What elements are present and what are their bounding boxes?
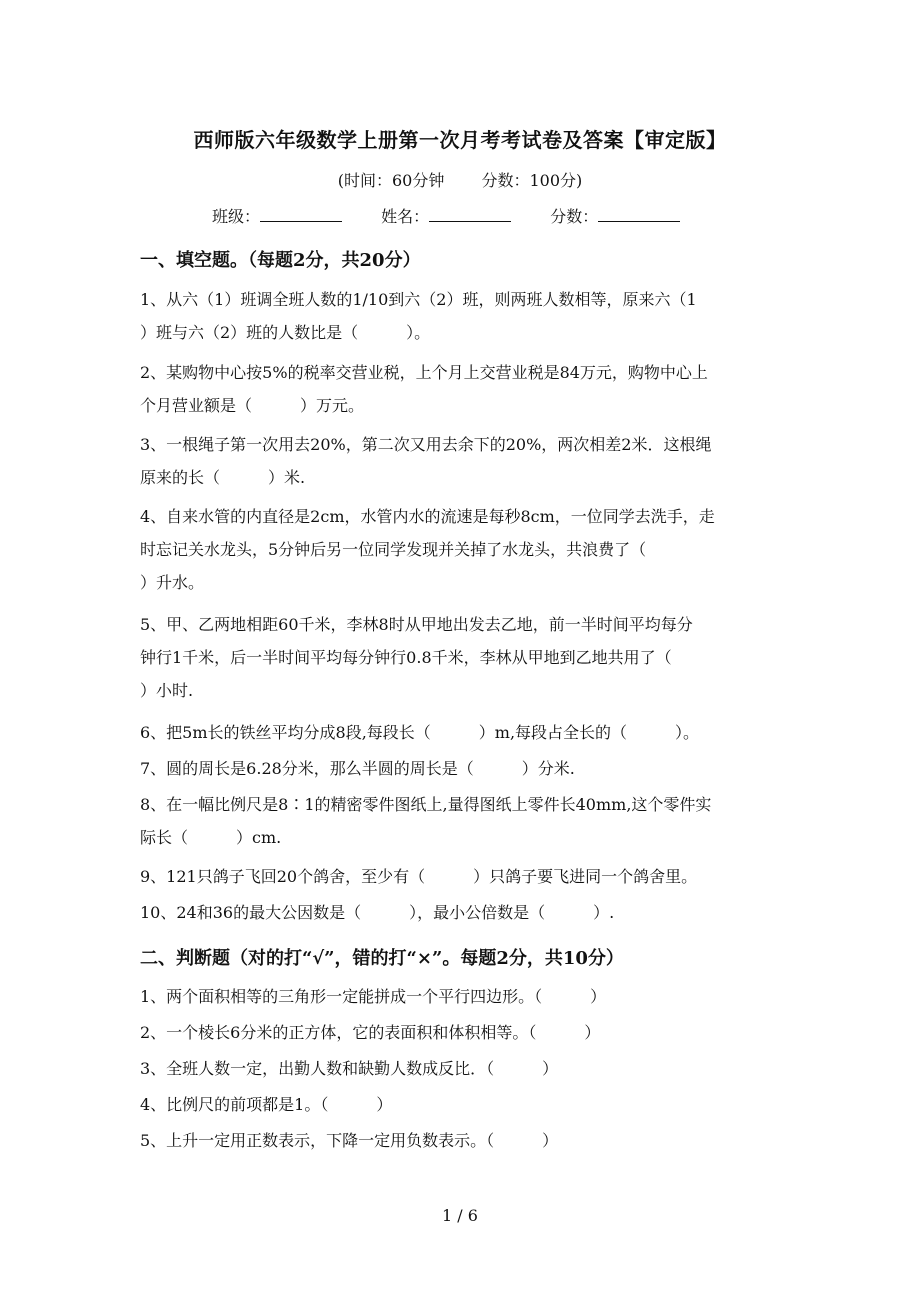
student-info-fields xyxy=(212,204,714,227)
question-line: 3、一根绳子第一次用去20%，第二次又用去余下的20%，两次相差2米．这根绳 xyxy=(140,435,712,454)
question-1-8 xyxy=(140,788,782,854)
question-line: 8、在一幅比例尺是8∶1的精密零件图纸上,量得图纸上零件长40mm,这个零件实 xyxy=(140,795,712,814)
question-line: 5、上升一定用正数表示，下降一定用负数表示。（ ） xyxy=(140,1131,559,1150)
question-1-7 xyxy=(140,752,782,785)
exam-meta xyxy=(0,168,920,191)
class-label: 班级： xyxy=(212,207,261,226)
question-line: 3、全班人数一定，出勤人数和缺勤人数成反比．（ ） xyxy=(140,1059,559,1078)
question-line: ）小时. xyxy=(140,681,194,700)
score-blank[interactable] xyxy=(598,206,680,222)
question-line: ）班与六（2）班的人数比是（ ）。 xyxy=(140,323,431,342)
total-score: 分数：100分) xyxy=(481,171,583,190)
class-blank[interactable] xyxy=(260,206,342,222)
question-line: 4、自来水管的内直径是2cm，水管内水的流速是每秒8cm，一位同学去洗手，走 xyxy=(140,507,715,526)
score-field xyxy=(550,204,680,227)
question-1-10 xyxy=(140,896,782,929)
page-number: 1 / 6 xyxy=(442,1206,478,1225)
question-1-9 xyxy=(140,860,782,893)
class-field xyxy=(212,204,342,227)
question-line: 2、一个棱长6分米的正方体，它的表面积和体积相等。（ ） xyxy=(140,1023,601,1042)
question-line: 7、圆的周长是6.28分米，那么半圆的周长是（ ）分米. xyxy=(140,759,575,778)
question-2-5 xyxy=(140,1124,782,1157)
exam-title: 西师版六年级数学上册第一次月考考试卷及答案【审定版】 xyxy=(193,128,727,152)
question-line: 5、甲、乙两地相距60千米，李林8时从甲地出发去乙地，前一半时间平均每分 xyxy=(140,615,693,634)
question-1-1 xyxy=(140,283,782,349)
question-line: 1、两个面积相等的三角形一定能拼成一个平行四边形。（ ） xyxy=(140,987,607,1006)
question-line: 6、把5m长的铁丝平均分成8段,每段长（ ）m,每段占全长的（ ）。 xyxy=(140,723,700,742)
question-2-4 xyxy=(140,1088,782,1121)
question-line: 原来的长（ ）米. xyxy=(140,468,306,487)
question-1-6 xyxy=(140,716,782,749)
question-line: 1、从六（1）班调全班人数的1/10到六（2）班，则两班人数相等，原来六（1 xyxy=(140,290,697,309)
question-line: 10、24和36的最大公因数是（ ），最小公倍数是（ ）. xyxy=(140,903,615,922)
score-label: 分数： xyxy=(550,207,599,226)
question-1-4 xyxy=(140,500,782,599)
question-2-2 xyxy=(140,1016,782,1049)
question-line: 4、比例尺的前项都是1。（ ） xyxy=(140,1095,393,1114)
time-limit: (时间：60分钟 xyxy=(337,171,445,190)
name-blank[interactable] xyxy=(429,206,511,222)
question-line: ）升水。 xyxy=(140,573,205,592)
question-2-1 xyxy=(140,980,782,1013)
section-heading-true-false: 二、判断题（对的打“√”，错的打“×”。每题2分，共10分） xyxy=(140,948,624,969)
question-1-2 xyxy=(140,356,782,422)
question-1-3 xyxy=(140,428,782,494)
question-line: 9、121只鸽子飞回20个鸽舍，至少有（ ）只鸽子要飞进同一个鸽舍里。 xyxy=(140,867,698,886)
question-line: 时忘记关水龙头，5分钟后另一位同学发现并关掉了水龙头，共浪费了（ xyxy=(140,540,647,559)
question-line: 钟行1千米，后一半时间平均每分钟行0.8千米，李林从甲地到乙地共用了（ xyxy=(140,648,672,667)
question-2-3 xyxy=(140,1052,782,1085)
name-label: 姓名： xyxy=(381,207,430,226)
question-line: 2、某购物中心按5%的税率交营业税，上个月上交营业税是84万元，购物中心上 xyxy=(140,363,708,382)
question-line: 际长（ ）cm. xyxy=(140,828,282,847)
name-field xyxy=(381,204,511,227)
question-line: 个月营业额是（ ）万元。 xyxy=(140,396,365,415)
question-1-5 xyxy=(140,608,782,707)
section-heading-fill-blank: 一、填空题。（每题2分，共20分） xyxy=(140,250,421,271)
